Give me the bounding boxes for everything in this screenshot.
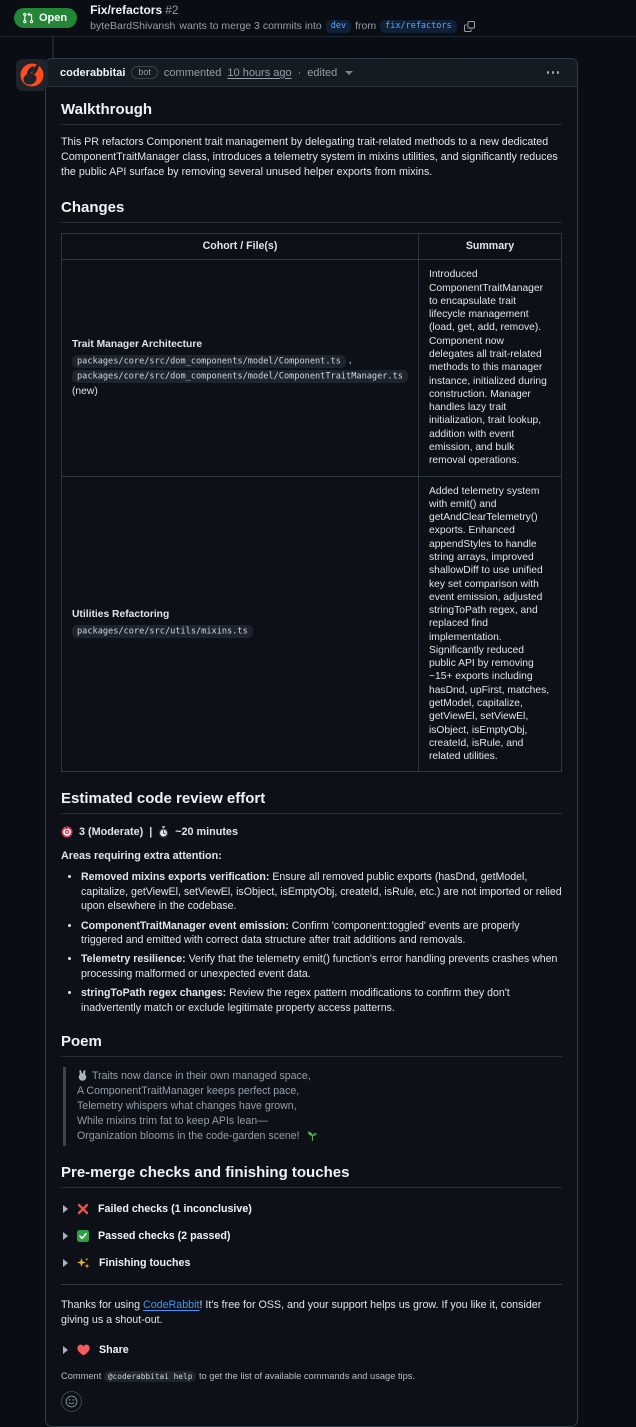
file-path-chip: packages/core/src/utils/mixins.ts xyxy=(72,625,253,638)
pr-merge-text: wants to merge 3 commits into xyxy=(179,19,322,32)
help-command-chip: @coderabbitai help xyxy=(104,1371,197,1382)
seedling-icon xyxy=(307,1130,318,1141)
passed-checks-label: Passed checks (2 passed) xyxy=(98,1230,231,1243)
comment-author[interactable]: coderabbitai xyxy=(60,66,126,79)
changes-heading: Changes xyxy=(61,199,562,223)
copy-icon xyxy=(464,21,475,32)
pr-from-text: from xyxy=(355,19,377,32)
list-item: • Telemetry resilience: Verify that the telemetry emit() function's error handling prevents crashes when processing malformed or unexpected event data. xyxy=(81,952,562,981)
poem-line: Traits now dance in their own managed space, xyxy=(92,1070,311,1083)
copy-branch-button[interactable] xyxy=(464,21,475,32)
command-tip: Comment @coderabbitai help to get the list of available commands and usage tips. xyxy=(61,1370,415,1381)
edited-label[interactable]: edited xyxy=(307,66,338,79)
summary-cell: Introduced ComponentTraitManager to encapsulate trait lifecycle management (load, get, add, remove). Component now delegates all trait-related methods to this manager instance, initialized during construction. Manager handles lazy trait initialization, trait lookup, addition with event emission, and bulk removal operations. xyxy=(418,260,561,476)
share-label: Share xyxy=(99,1343,129,1356)
changes-table xyxy=(61,233,562,773)
list-item: • Removed mixins exports verification: Ensure all removed public exports (hasDnd, getModel, capitalize, getViewEl, setViewEl, isObject, isEmptyObj, createId, isRule, etc.) are not imported or relied upon elsewhere in the codebase. xyxy=(81,870,562,913)
sparkles-icon xyxy=(77,1257,90,1269)
check-icon xyxy=(77,1230,89,1242)
passed-checks-toggle[interactable] xyxy=(63,1230,560,1242)
caret-right-icon xyxy=(63,1346,68,1354)
file-path-chip: packages/core/src/dom_components/model/ComponentTraitManager.ts xyxy=(72,370,408,383)
file-note: (new) xyxy=(72,385,98,397)
poem-heading: Poem xyxy=(61,1033,562,1057)
chevron-down-icon[interactable] xyxy=(345,71,353,75)
comment-timestamp[interactable]: 10 hours ago xyxy=(227,66,292,79)
attention-heading: Areas requiring extra attention: xyxy=(61,850,222,863)
effort-separator: | xyxy=(149,826,153,839)
pr-number: #2 xyxy=(165,3,179,18)
head-branch-label[interactable]: fix/refactors xyxy=(380,20,457,33)
pr-header xyxy=(0,0,636,37)
poem-line: While mixins trim fat to keep APIs lean— xyxy=(77,1115,268,1128)
failed-checks-label: Failed checks (1 inconclusive) xyxy=(98,1203,252,1216)
file-separator: , xyxy=(348,355,352,367)
base-branch-label[interactable]: dev xyxy=(326,20,351,33)
walkthrough-text: This PR refactors Component trait management by delegating trait-related methods to a new dedicated ComponentTraitManager class, introduces a telemetry system in mixins utilities, and significantly reduces the public API surface by removing several unused helper exports from mixins. xyxy=(61,136,558,179)
finishing-touches-toggle[interactable] xyxy=(63,1257,560,1269)
failed-checks-toggle[interactable] xyxy=(63,1203,560,1215)
effort-time: ~20 minutes xyxy=(175,826,238,839)
file-path-chip: packages/core/src/dom_components/model/Component.ts xyxy=(72,355,346,368)
share-toggle[interactable] xyxy=(63,1344,560,1356)
poem-blockquote xyxy=(63,1067,562,1146)
caret-right-icon xyxy=(63,1259,68,1267)
poem-line: Telemetry whispers what changes have grown, xyxy=(77,1100,297,1113)
comment-header xyxy=(46,59,577,87)
comment-card xyxy=(45,58,578,1427)
x-icon xyxy=(77,1203,89,1215)
comment-action: commented xyxy=(163,66,222,79)
caret-right-icon xyxy=(63,1205,68,1213)
rabbit-icon xyxy=(77,1070,88,1081)
comment-body xyxy=(46,87,577,1426)
thanks-text: Thanks for using CodeRabbit! It's free for OSS, and your support helps us grow. If you like it, consider giving us a shout-out. xyxy=(61,1299,542,1327)
poem-line: A ComponentTraitManager keeps perfect pace, xyxy=(77,1085,300,1098)
coderabbit-link[interactable]: CodeRabbit xyxy=(142,1299,200,1312)
pr-status-label: Open xyxy=(39,12,68,24)
kebab-menu-icon[interactable] xyxy=(543,67,564,78)
add-reaction-button[interactable] xyxy=(61,1391,82,1412)
table-row xyxy=(62,476,562,772)
list-item: • ComponentTraitManager event emission: Confirm 'component:toggled' events are properly triggered and emitted with correct data structure after trait additions and removals. xyxy=(81,919,562,948)
pull-request-icon xyxy=(22,12,34,24)
stopwatch-icon xyxy=(158,826,169,838)
table-header-row xyxy=(62,233,562,260)
finishing-touches-label: Finishing touches xyxy=(99,1257,191,1270)
poem-line: Organization blooms in the code-garden scene! xyxy=(77,1130,300,1143)
walkthrough-heading: Walkthrough xyxy=(61,101,562,125)
pr-title: Fix/refactors xyxy=(90,3,163,18)
summary-cell: Added telemetry system with emit() and getAndClearTelemetry() exports. Enhanced appendStyles to handle string arrays, improved shallowDiff to use unified key set comparison with event emission, adjusted stringToPath regex, and replaced find implementation. Significantly reduced public API by removing ~15+ exports including hasDnd, upFirst, matches, getModel, capitalize, getViewEl, setViewEl, isObject, isEmptyObj, createId, isRule, and related utilities. xyxy=(418,476,561,772)
meta-separator: · xyxy=(297,66,302,79)
dart-icon xyxy=(61,826,73,838)
divider xyxy=(61,1284,562,1285)
coderabbit-avatar[interactable] xyxy=(16,59,48,91)
caret-right-icon xyxy=(63,1232,68,1240)
heart-icon xyxy=(77,1344,90,1356)
effort-line xyxy=(61,826,562,838)
table-row xyxy=(62,260,562,476)
effort-heading: Estimated code review effort xyxy=(61,790,562,814)
smiley-icon xyxy=(65,1395,78,1408)
cohort-title: Trait Manager Architecture xyxy=(72,338,203,350)
bot-badge: bot xyxy=(131,66,158,79)
pr-status-badge xyxy=(14,8,77,28)
rabbit-logo-icon xyxy=(16,59,48,91)
premerge-heading: Pre-merge checks and finishing touches xyxy=(61,1164,562,1188)
column-header-cohort: Cohort / File(s) xyxy=(62,233,419,260)
attention-list xyxy=(81,870,562,1015)
cohort-title: Utilities Refactoring xyxy=(72,609,170,621)
column-header-summary: Summary xyxy=(418,233,561,260)
pr-author[interactable]: byteBardShivansh xyxy=(90,19,176,32)
effort-score: 3 (Moderate) xyxy=(79,826,144,839)
list-item: • stringToPath regex changes: Review the regex pattern modifications to confirm they don't inadvertently match or exclude legitimate property access patterns. xyxy=(81,986,562,1015)
